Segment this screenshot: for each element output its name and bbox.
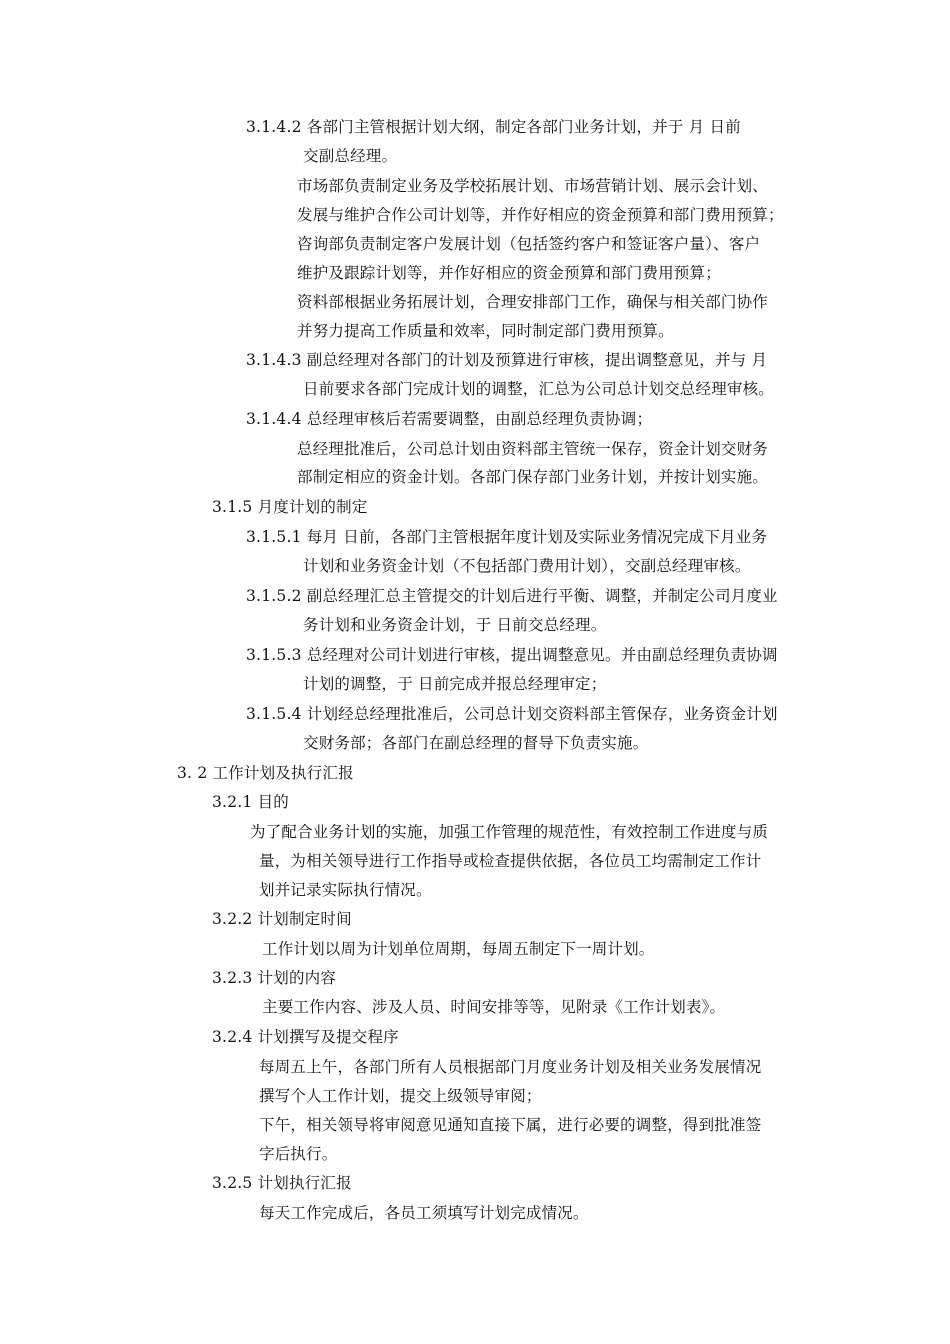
clause-text-line: 维护及跟踪计划等，并作好相应的资金预算和部门费用预算；	[297, 264, 721, 282]
paragraph-line: 每天工作完成后，各员工须填写计划完成情况。	[259, 1204, 589, 1222]
clause-text-line: 日前要求各部门完成计划的调整，汇总为公司总计划交总经理审核。	[303, 380, 775, 398]
section-heading-3-2-3: 3.2.3 计划的内容	[212, 969, 337, 987]
clause-text-line: 交财务部；各部门在副总经理的督导下负责实施。	[303, 734, 649, 752]
clause-text-line: 咨询部负责制定客户发展计划（包括签约客户和签证客户量）、客户	[297, 235, 761, 253]
paragraph-line: 划并记录实际执行情况。	[259, 881, 432, 899]
clause-3-1-4-4: 3.1.4.4 总经理审核后若需要调整，由副总经理负责协调；	[246, 410, 653, 428]
paragraph-line: 每周五上午，各部门所有人员根据部门月度业务计划及相关业务发展情况	[259, 1058, 762, 1076]
clause-text-line: 计划和业务资金计划（不包括部门费用计划），交副总经理审核。	[303, 557, 751, 575]
clause-text-line: 计划的调整，于 日前完成并报总经理审定；	[303, 675, 607, 693]
section-heading-3-1-5: 3.1.5 月度计划的制定	[212, 498, 368, 516]
clause-3-1-5-3: 3.1.5.3 总经理对公司计划进行审核，提出调整意见。并由副总经理负责协调	[246, 646, 778, 664]
paragraph-line: 量，为相关领导进行工作指导或检查提供依据，各位员工均需制定工作计	[259, 852, 762, 870]
section-heading-3-2: 3. 2 工作计划及执行汇报	[177, 764, 354, 782]
clause-text-line: 务计划和业务资金计划，于 日前交总经理。	[303, 616, 607, 634]
clause-text-line: 资料部根据业务拓展计划，合理安排部门工作，确保与相关部门协作	[297, 293, 769, 311]
clause-text-line: 总经理批准后，公司总计划由资料部主管统一保存，资金计划交财务	[297, 440, 769, 458]
paragraph-line: 下午，相关领导将审阅意见通知直接下属，进行必要的调整，得到批准签	[259, 1116, 762, 1134]
section-heading-3-2-1: 3.2.1 目的	[212, 793, 289, 811]
clause-3-1-5-1: 3.1.5.1 每月 日前，各部门主管根据年度计划及实际业务情况完成下月业务	[246, 528, 768, 546]
section-heading-3-2-4: 3.2.4 计划撰写及提交程序	[212, 1028, 399, 1046]
paragraph-line: 主要工作内容、涉及人员、时间安排等等，见附录《工作计划表》。	[262, 998, 726, 1016]
clause-text-line: 发展与维护合作公司计划等，并作好相应的资金预算和部门费用预算；	[297, 206, 784, 224]
clause-3-1-5-2: 3.1.5.2 副总经理汇总主管提交的计划后进行平衡、调整，并制定公司月度业	[246, 587, 778, 605]
clause-3-1-4-2: 3.1.4.2 各部门主管根据计划大纲，制定各部门业务计划，并于 月 日前	[246, 118, 741, 136]
paragraph-line: 撰写个人工作计划，提交上级领导审阅；	[259, 1087, 542, 1105]
clause-3-1-5-4: 3.1.5.4 计划经总经理批准后，公司总计划交资料部主管保存，业务资金计划	[246, 705, 778, 723]
clause-text-line: 并努力提高工作质量和效率，同时制定部门费用预算。	[297, 322, 674, 340]
paragraph-line: 为了配合业务计划的实施，加强工作管理的规范性，有效控制工作进度与质	[250, 823, 769, 841]
clause-3-1-4-3: 3.1.4.3 副总经理对各部门的计划及预算进行审核，提出调整意见，并与 月	[246, 351, 768, 369]
clause-text-line: 部制定相应的资金计划。各部门保存部门业务计划，并按计划实施。	[297, 468, 769, 486]
section-heading-3-2-2: 3.2.2 计划制定时间	[212, 910, 352, 928]
clause-text-line: 交副总经理。	[303, 147, 398, 165]
section-heading-3-2-5: 3.2.5 计划执行汇报	[212, 1174, 352, 1192]
paragraph-line: 字后执行。	[259, 1145, 338, 1163]
clause-text-line: 市场部负责制定业务及学校拓展计划、市场营销计划、展示会计划、	[297, 177, 769, 195]
paragraph-line: 工作计划以周为计划单位周期，每周五制定下一周计划。	[262, 940, 655, 958]
